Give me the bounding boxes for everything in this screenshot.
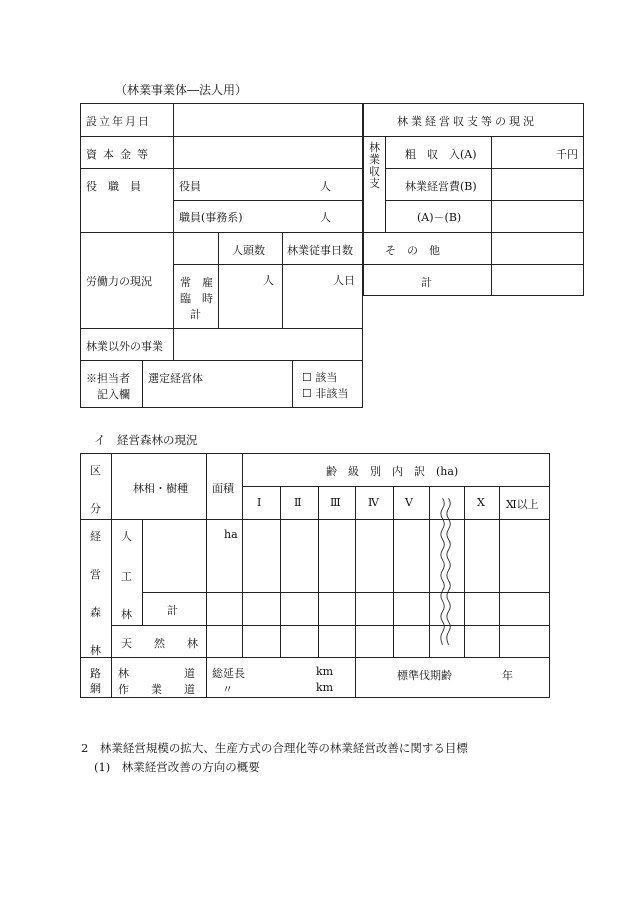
category-label: 区 [90,464,101,477]
break-wave-icon [440,486,452,657]
expense-label: 林業経営費(B) [405,180,477,193]
difference-label: (A)－(B) [417,211,462,224]
other-total-label: 計 [421,276,432,289]
other-label: そ の 他 [385,244,440,257]
age-class-3: Ⅲ [330,496,341,509]
natural-forest-label: 天 然 林 [121,637,198,650]
thousand-yen-unit: 千円 [556,148,578,161]
labor-total-label: 計 [190,308,201,321]
labor-label: 労働力の現況 [86,275,152,288]
age-class-4: Ⅳ [368,496,379,509]
officers-unit: 人 [320,180,331,193]
road-network-2: 網 [90,682,101,695]
founding-date-label: 設立年月日 [86,115,151,128]
form-header: （林業事業体―法人用） [115,83,248,97]
balance-title: 林業経営収支等の現況 [397,115,537,128]
temporary-label: 臨 時 [180,292,213,305]
work-road-label: 作 業 道 [118,683,195,696]
year-unit: 年 [502,669,513,682]
planted-1: 人 [121,530,132,543]
non-forestry-label: 林業以外の事業 [86,340,163,353]
hectare-unit: ha [224,528,238,541]
road-network-1: 路 [90,667,101,680]
work-days-unit: 人日 [333,274,355,287]
managed-forest-2: 営 [90,568,101,581]
age-class-10: Ⅹ [477,496,485,509]
standard-cutting-age-label: 標準伐期齢 [397,669,452,682]
capital-label: 資本金等 [86,148,154,161]
forest-type-label: 林相・樹種 [133,482,188,495]
staff-unit: 人 [320,211,331,224]
age-class-header: 齢 級 別 内 訳 (ha) [326,465,459,478]
applicable-checkbox[interactable]: ☐ 該当 [302,371,338,384]
km-unit-2: km [316,681,334,694]
planted-total-label: 計 [167,604,178,617]
planted-2: 工 [121,570,132,583]
managed-forest-3: 森 [90,606,101,619]
officer-use-label-2: 記入欄 [97,388,130,401]
officers-label: 役 職 員 [86,180,141,193]
gross-income-label: 粗 収 入(A) [405,148,477,161]
ditto-mark: 〃 [222,683,233,696]
staff-label: 職員(事務系) [179,211,243,224]
total-length-label: 総延長 [212,667,245,680]
headcount-label: 人頭数 [232,244,265,257]
age-class-2: Ⅱ [294,496,302,509]
selected-entity-label: 選定経営体 [148,372,203,385]
regular-label: 常 雇 [180,276,213,289]
officer-use-label: ※担当者 [86,372,130,385]
managed-forest-1: 経 [90,530,101,543]
age-class-11-plus: Ⅺ以上 [506,498,539,511]
area-label: 面積 [212,482,234,495]
managed-forest-4: 林 [90,644,101,657]
km-unit-1: km [316,665,334,678]
section-i-title: イ 経営森林の現況 [94,433,198,447]
headcount-unit: 人 [263,274,274,287]
section-2-title: 2 林業経営規模の拡大、生産方式の合理化等の林業経営改善に関する目標 [81,741,468,755]
section-2-1-title: (1) 林業経営改善の方向の概要 [94,760,260,774]
age-class-1: Ⅰ [257,496,262,509]
forest-road-label: 林 道 [118,667,195,680]
not-applicable-checkbox[interactable]: ☐ 非該当 [302,387,349,400]
work-days-label: 林業従事日数 [287,244,353,257]
forestry-balance-label: 林 業 収 支 [369,141,380,190]
planted-3: 林 [121,608,132,621]
category-label-2: 分 [90,502,101,515]
age-class-5: Ⅴ [405,496,413,509]
officers-sub-label: 役員 [179,180,201,193]
